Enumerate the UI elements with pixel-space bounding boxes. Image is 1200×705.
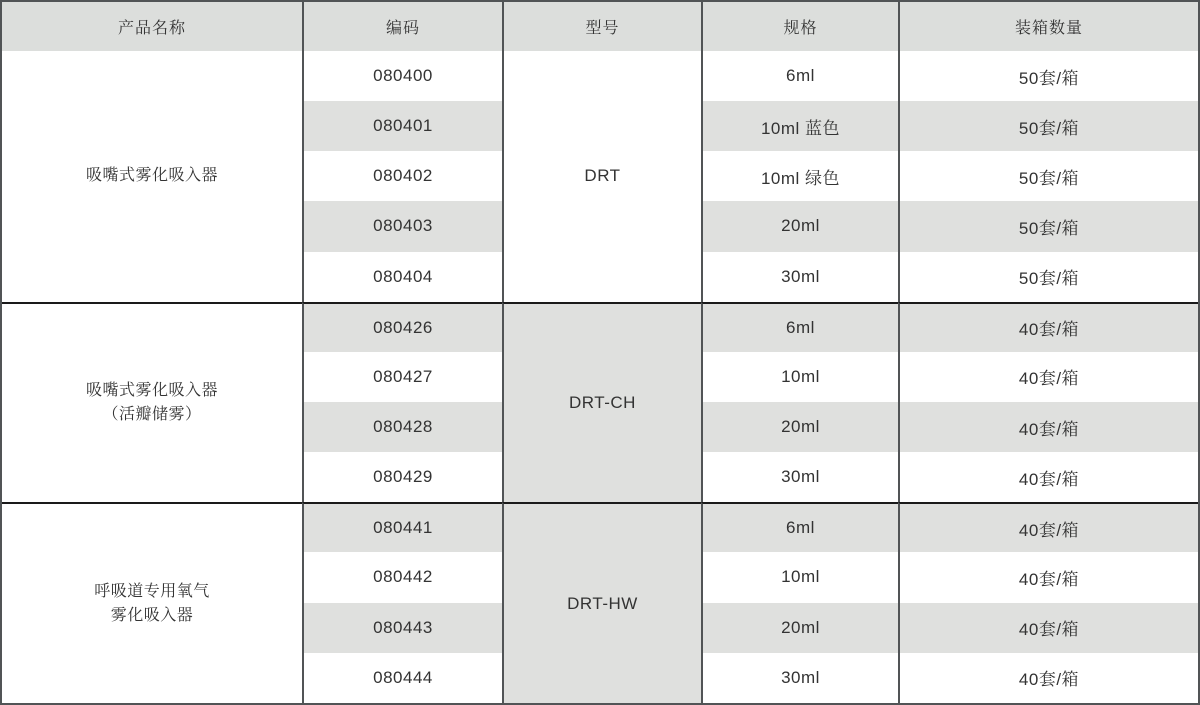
code-cell: 080403 xyxy=(302,201,502,251)
qty-cell: 50套/箱 xyxy=(898,252,1198,302)
product-name-cell xyxy=(2,302,302,503)
table-body xyxy=(2,51,1198,703)
product-name-line: （活瓣储雾） xyxy=(102,405,202,423)
header-cell-packing-qty: 装箱数量 xyxy=(898,2,1198,51)
spec-cell: 10ml 绿色 xyxy=(701,151,898,201)
spec-cell: 6ml xyxy=(701,51,898,101)
qty-cell: 50套/箱 xyxy=(898,151,1198,201)
product-name-cell xyxy=(2,502,302,703)
product-name-cell xyxy=(2,51,302,302)
header-cell-spec: 规格 xyxy=(701,2,898,51)
spec-cell: 10ml 蓝色 xyxy=(701,101,898,151)
code-cell: 080426 xyxy=(302,302,502,352)
model-cell: DRT xyxy=(502,51,701,302)
spec-cell: 6ml xyxy=(701,302,898,352)
qty-cell: 40套/箱 xyxy=(898,302,1198,352)
spec-cell: 10ml xyxy=(701,552,898,602)
spec-cell: 20ml xyxy=(701,201,898,251)
code-cell: 080442 xyxy=(302,552,502,602)
header-row xyxy=(2,2,1198,51)
table-row xyxy=(2,502,1198,552)
code-cell: 080443 xyxy=(302,603,502,653)
header-cell-code: 编码 xyxy=(302,2,502,51)
qty-cell: 40套/箱 xyxy=(898,552,1198,602)
code-cell: 080401 xyxy=(302,101,502,151)
product-name-line: 呼吸道专用氧气 xyxy=(94,582,210,600)
qty-cell: 40套/箱 xyxy=(898,452,1198,502)
code-cell: 080428 xyxy=(302,402,502,452)
qty-cell: 50套/箱 xyxy=(898,51,1198,101)
qty-cell: 40套/箱 xyxy=(898,502,1198,552)
product-name-line: 吸嘴式雾化吸入器 xyxy=(85,381,218,399)
model-cell: DRT-CH xyxy=(502,302,701,503)
qty-cell: 40套/箱 xyxy=(898,653,1198,703)
header-cell-product-name: 产品名称 xyxy=(117,20,186,37)
header-cell-model: 型号 xyxy=(502,2,701,51)
table-row xyxy=(2,51,1198,101)
code-cell: 080427 xyxy=(302,352,502,402)
model-cell: DRT-HW xyxy=(502,502,701,703)
table-header xyxy=(2,2,1198,51)
spec-cell: 30ml xyxy=(701,252,898,302)
qty-cell: 50套/箱 xyxy=(898,201,1198,251)
spec-cell: 6ml xyxy=(701,502,898,552)
code-cell: 080400 xyxy=(302,51,502,101)
product-name-line: 吸嘴式雾化吸入器 xyxy=(85,167,218,185)
product-name-line: 雾化吸入器 xyxy=(110,606,194,624)
qty-cell: 40套/箱 xyxy=(898,352,1198,402)
qty-cell: 40套/箱 xyxy=(898,402,1198,452)
table-row xyxy=(2,302,1198,352)
spec-cell: 30ml xyxy=(701,653,898,703)
spec-cell: 10ml xyxy=(701,352,898,402)
qty-cell: 50套/箱 xyxy=(898,101,1198,151)
code-cell: 080429 xyxy=(302,452,502,502)
code-cell: 080404 xyxy=(302,252,502,302)
code-cell: 080402 xyxy=(302,151,502,201)
spec-cell: 20ml xyxy=(701,402,898,452)
spec-cell: 30ml xyxy=(701,452,898,502)
code-cell: 080441 xyxy=(302,502,502,552)
spec-cell: 20ml xyxy=(701,603,898,653)
qty-cell: 40套/箱 xyxy=(898,603,1198,653)
code-cell: 080444 xyxy=(302,653,502,703)
